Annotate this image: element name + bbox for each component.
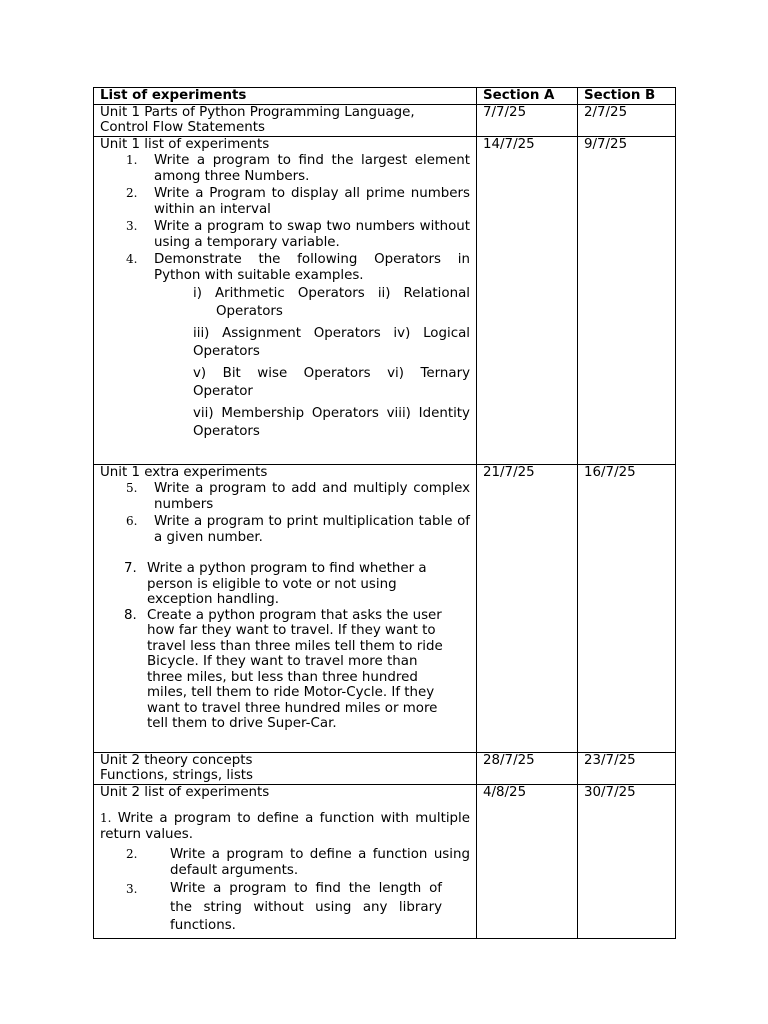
row2-section-a: 14/7/25 — [477, 136, 578, 464]
experiments-table — [93, 87, 676, 939]
row4-title-line2: Functions, strings, lists — [100, 768, 254, 783]
list-item: 1. Write a program to find the largest element among three Numbers. — [126, 153, 470, 184]
list-item: 5. Write a program to add and multiply complex numbers — [126, 481, 470, 512]
row5-title: Unit 2 list of experiments — [100, 784, 270, 800]
row3-list-2 — [100, 561, 470, 732]
operator-line: v) Bit wise Operators vi) Ternary Operator — [193, 366, 470, 399]
row3-cell — [94, 464, 477, 752]
list-item: 2. Write a program to define a function using default arguments. — [126, 847, 470, 878]
table-row — [94, 752, 676, 784]
list-item: 7. Write a python program to find whether a person is eligible to vote or not using exception handling. — [124, 561, 427, 607]
table-row — [94, 784, 676, 938]
row2-list — [100, 153, 470, 283]
row5-section-a: 4/8/25 — [477, 784, 578, 938]
operator-line: vii) Membership Operators viii) Identity Operators — [193, 406, 470, 439]
row5-list — [100, 847, 470, 936]
operator-line: iii) Assignment Operators iv) Logical Operators — [193, 326, 470, 359]
row1-section-a: 7/7/25 — [477, 104, 578, 136]
list-item: 3. Write a program to find the length of the string without using any library functions. — [126, 881, 442, 933]
list-item: 8. Create a python program that asks the user how far they want to travel. If they want to travel less than three miles tell them to ride Bicycle. If they want to travel more than three miles, but less than three hundred miles, tell them to ride Motor-Cycle. If they want to travel three hundred miles or more tell them to drive Super-Car. — [124, 607, 443, 731]
row5-section-b: 30/7/25 — [578, 784, 676, 938]
row4-cell — [94, 752, 477, 784]
row2-section-b: 9/7/25 — [578, 136, 676, 464]
row4-section-b: 23/7/25 — [578, 752, 676, 784]
header-experiments: List of experiments — [94, 88, 477, 105]
row3-list — [100, 481, 470, 545]
row2-cell — [94, 136, 477, 464]
header-section-b: Section B — [578, 88, 676, 105]
operator-line: i) Arithmetic Operators ii) Relational Operators — [193, 286, 470, 319]
list-item: 6. Write a program to print multiplication table of a given number. — [126, 514, 470, 545]
table-row — [94, 136, 676, 464]
row1-section-b: 2/7/25 — [578, 104, 676, 136]
row4-title-line1: Unit 2 theory concepts — [100, 752, 253, 768]
list-item: 3. Write a program to swap two numbers without using a temporary variable. — [126, 219, 470, 250]
table-row — [94, 104, 676, 136]
row3-section-a: 21/7/25 — [477, 464, 578, 752]
row5-cell — [94, 784, 477, 938]
list-item: 4. Demonstrate the following Operators in Python with suitable examples. — [126, 252, 470, 283]
operator-list — [100, 285, 470, 441]
row4-section-a: 28/7/25 — [477, 752, 578, 784]
row3-section-b: 16/7/25 — [578, 464, 676, 752]
list-item: 2. Write a Program to display all prime numbers within an interval — [126, 186, 470, 217]
list-item: 1. Write a program to define a function with multiple return values. — [100, 811, 470, 842]
header-section-a: Section A — [477, 88, 578, 105]
row3-title: Unit 1 extra experiments — [100, 464, 268, 480]
row1-title: Unit 1 Parts of Python Programming Language, Control Flow Statements — [94, 104, 477, 136]
table-row — [94, 464, 676, 752]
header-row — [94, 88, 676, 105]
row2-title: Unit 1 list of experiments — [100, 136, 270, 152]
